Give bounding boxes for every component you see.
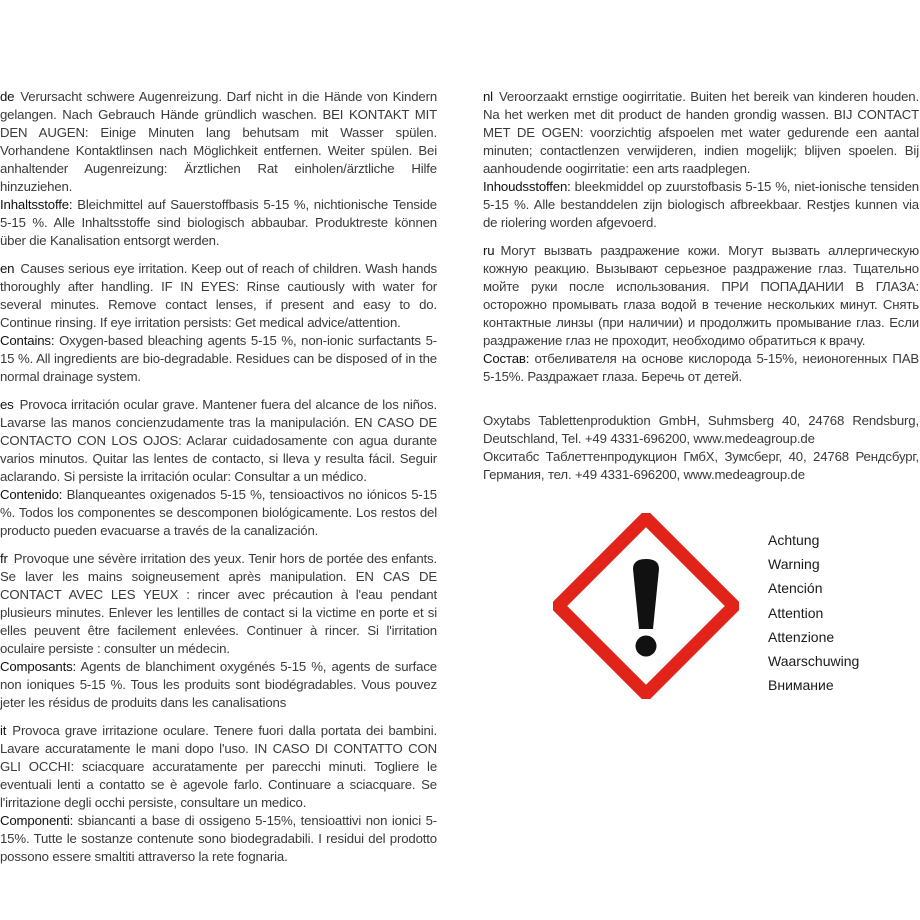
hazard-text-de: [0, 88, 437, 196]
hazard-statement-nl: Veroorzaakt ernstige oogirritatie. Buiten het bereik van kinderen houden. Na het werken met dit product de handen grondig wassen. BIJ CONTACT MET DE OGEN: voorzichtig afspoelen met water gedurende een aantal minuten; contactlenzen verwijderen, indien mogelijk; blijven spoelen. Bij aanhoudende oogirritatie: een arts raadplegen.: [483, 89, 919, 176]
section-de: [0, 88, 437, 250]
ingredients-label-it: Componenti:: [0, 813, 74, 828]
company-address-ru: Окситабс Таблеттенпродукцион ГмбХ, Зумсберг, 40, 24768 Рендсбург, Германия, тел. +49 4331-696200, www.medeagroup.de: [483, 449, 919, 482]
ingredients-ru: [483, 350, 919, 386]
signal-word-it: Attenzione: [768, 628, 835, 645]
ingredients-es: [0, 486, 437, 540]
section-es: [0, 396, 437, 540]
lang-code-it: it: [0, 723, 7, 738]
hazard-statement-fr: Provoque une sévère irritation des yeux. Tenir hors de portée des enfants. Se laver les mains soigneusement après manipulation. EN CAS DE CONTACT AVEC LES YEUX : rincer avec précaution à l'eau pendant plusieurs minutes. Enlever les lentilles de contact si la victime en porte et si elles peuvent être facilement enlevées. Continuer à rincer. Si l'irritation oculaire persiste : consulter un médecin.: [0, 551, 437, 656]
lang-code-en: en: [0, 261, 15, 276]
ingredients-text-fr: Agents de blanchiment oxygénés 5-15 %, agents de surface non ioniques 5-15 %. Tous les produits sont biodégradables. Vous pouvez jeter les résidus de produits dans les canalisations: [0, 659, 437, 710]
hazard-text-es: [0, 396, 437, 486]
ingredients-label-fr: Composants:: [0, 659, 77, 674]
company-address-de: Oxytabs Tablettenproduktion GmbH, Suhmsberg 40, 24768 Rendsburg, Deutschland, Tel. +49 4331-696200, www.medeagroup.de: [483, 413, 919, 446]
lang-code-fr: fr: [0, 551, 8, 566]
hazard-text-it: [0, 722, 437, 812]
signal-word-list: [768, 528, 859, 697]
ingredients-label-en: Contains:: [0, 333, 55, 348]
ingredients-it: [0, 812, 437, 866]
lang-code-de: de: [0, 89, 15, 104]
ingredients-label-nl: Inhoudsstoffen:: [483, 179, 571, 194]
hazard-text-ru: [483, 242, 919, 350]
signal-word-fr: Attention: [768, 604, 824, 621]
ingredients-text-it: sbiancanti a base di ossigeno 5-15%, tensioattivi non ionici 5-15%. Tutte le sostanze contenute sono biodegradabili. I residui del prodotto possono essere smaltiti attraverso la rete fognaria.: [0, 813, 437, 864]
ingredients-text-de: Bleichmittel auf Sauerstoffbasis 5-15 %, nichtionische Tenside 5-15 %. Alle Inhaltsstoffe sind biologisch abbaubar. Produktreste können über die Kanalisation entsorgt werden.: [0, 197, 437, 248]
hazard-text-fr: [0, 550, 437, 658]
ingredients-text-ru: отбеливателя на основе кислорода 5-15%, неионогенных ПАВ 5-15%. Раздражает глаза. Беречь от детей.: [483, 351, 919, 384]
hazard-text-nl: [483, 88, 919, 178]
right-column: [483, 88, 919, 494]
company-address: [483, 412, 919, 484]
ingredients-text-es: Blanqueantes oxigenados 5-15 %, tensioactivos no iónicos 5-15 %. Todos los componentes se descomponen biológicamente. Los restos del producto pueden evacuarse a través de la canalización.: [0, 487, 437, 538]
signal-word-de: Achtung: [768, 532, 820, 548]
hazard-statement-es: Provoca irritación ocular grave. Mantener fuera del alcance de los niños. Lavarse las manos concienzudamente tras la manipulación. EN CASO DE CONTACTO CON LOS OJOS: Aclarar cuidadosamente con agua durante varios minutos. Quitar las lentes de contacto, si lleva y resulta fácil. Seguir aclarando. Si persiste la irritación ocular: Consultar a un médico.: [0, 397, 437, 484]
ingredients-en: [0, 332, 437, 386]
ingredients-text-en: Oxygen-based bleaching agents 5-15 %, non-ionic surfactants 5-15 %. All ingredients are bio-degradable. Residues can be disposed of in the normal drainage system.: [0, 333, 437, 384]
lang-code-nl: nl: [483, 89, 493, 104]
hazard-statement-de: Verursacht schwere Augenreizung. Darf nicht in die Hände von Kindern gelangen. Nach Gebrauch Hände gründlich waschen. BEI KONTAKT MIT DEN AUGEN: Einige Minuten lang behutsam mit Wasser spülen. Vorhandene Kontaktlinsen nach Möglichkeit entfernen. Weiter spülen. Bei anhaltender Augenreizung: Ärztlichen Rat einholen/ärztliche Hilfe hinzuziehen.: [0, 89, 437, 194]
signal-word-es: Atención: [768, 580, 823, 597]
section-fr: [0, 550, 437, 712]
section-ru: [483, 242, 919, 386]
ingredients-text-nl: bleekmiddel op zuurstofbasis 5-15 %, niet-ionische tensiden 5-15 %. Alle bestanddelen zijn biologisch afbreekbaar. Restjes kunnen via de riolering worden afgevoerd.: [483, 179, 919, 230]
ingredients-fr: [0, 658, 437, 712]
ingredients-label-de: Inhaltsstoffe:: [0, 197, 73, 212]
signal-word-nl: Waarschuwing: [768, 653, 860, 670]
ghs-hazard-pictogram: [553, 513, 739, 699]
left-column: [0, 88, 437, 876]
signal-word-ru: Внимание: [768, 677, 834, 694]
hazard-statement-ru: Могут вызвать раздражение кожи. Могут вызвать аллергическую кожную реакцию. Вызывают серьезное раздражение глаз. Тщательно мойте руки после использования. ПРИ ПОПАДАНИИ В ГЛАЗА: осторожно промывать глаза водой в течение нескольких минут. Снять контактные линзы (при наличии) и продолжить промывание глаз. Если раздражение глаз не проходит, необходимо обратиться к врачу.: [483, 243, 919, 348]
section-nl: [483, 88, 919, 232]
signal-word-en: Warning: [768, 556, 820, 573]
lang-code-es: es: [0, 397, 14, 412]
section-it: [0, 722, 437, 866]
lang-code-ru: ru: [483, 243, 495, 258]
ingredients-label-ru: Состав:: [483, 351, 530, 366]
exclamation-mark-icon: [633, 559, 659, 657]
hazard-statement-en: Causes serious eye irritation. Keep out of reach of children. Wash hands thoroughly after handling. IF IN EYES: Rinse cautiously with water for several minutes. Remove contact lenses, if present and easy to do. Continue rinsing. If eye irritation persists: Get medical advice/attention.: [0, 261, 437, 330]
hazard-statement-it: Provoca grave irritazione oculare. Tenere fuori dalla portata dei bambini. Lavare accuratamente le mani dopo l'uso. IN CASO DI CONTATTO CON GLI OCCHI: sciacquare accuratamente per parecchi minuti. Togliere le eventuali lenti a contatto se è agevole farlo. Continuare a sciacquare. Se l'irritazione degli occhi persiste, consultare un medico.: [0, 723, 437, 810]
hazard-text-en: [0, 260, 437, 332]
ingredients-nl: [483, 178, 919, 232]
ingredients-de: [0, 196, 437, 250]
ingredients-label-es: Contenido:: [0, 487, 63, 502]
section-en: [0, 260, 437, 386]
